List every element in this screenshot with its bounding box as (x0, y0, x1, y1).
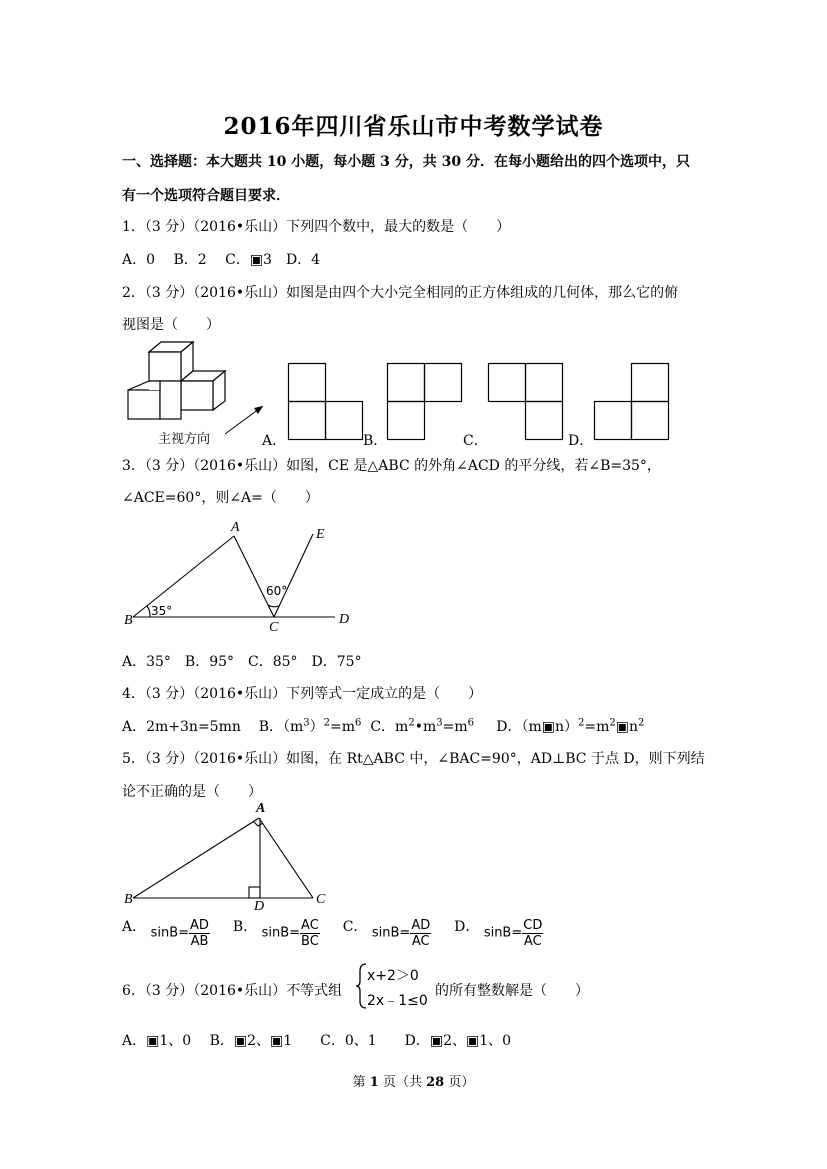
q4-options (122, 716, 644, 736)
q2-option-a-label: A． (262, 433, 287, 449)
q5-option-c-label: C． (342, 919, 368, 935)
q2-option-d-label: D． (568, 433, 594, 449)
q5-option-d-sin: sinB= (483, 925, 523, 941)
page-footer: 第 1 页（共 28 页） (352, 1075, 475, 1090)
q5-option-c-fraction: $\frac{AD}{AC}$ (411, 918, 431, 949)
q3-label-d: D (339, 612, 350, 627)
q2-option-c-label: C． (463, 433, 488, 449)
q3-options: A．35° B．95° C．85° D．75° (122, 654, 362, 670)
footer-page-number: 1 (369, 1075, 379, 1090)
section-heading-line1: 一、选择题：本大题共 10 小题，每小题 3 分，共 30 分．在每小题给出的四个选项中，只 (122, 154, 690, 170)
q5-label-d: D (254, 899, 265, 914)
q4-option-c: C．$m^2•m^3=m^6$ (370, 717, 475, 735)
q2-cube-figure (125, 338, 265, 418)
q3-stem-line2: ∠ACE=60°，则∠A=（ ） (122, 490, 319, 506)
q3-label-a: A (231, 520, 240, 535)
q6-inequality-1: x+2＞0 (367, 968, 419, 984)
q3-angle-b-label: 35° (151, 604, 173, 618)
q2-stem-line2: 视图是（ ） (122, 317, 220, 333)
q4-option-a: A．2m+3n=5mn (122, 719, 241, 735)
q6-stem-post: 的所有整数解是（ ） (435, 983, 589, 999)
q4-stem: 4．（3 分）（2016•乐山）下列等式一定成立的是（ ） (122, 686, 483, 702)
q5-label-c: C (316, 892, 326, 907)
q3-label-b: B (124, 613, 133, 628)
q5-option-c-sin: sinB= (371, 925, 411, 941)
q4-option-d: D．$(m▣n)^2=m^2▣n^2$ (496, 717, 645, 735)
section-heading-line2: 有一个选项符合题目要求． (122, 188, 290, 204)
page-title: 2016年四川省乐山市中考数学试卷 (223, 113, 604, 140)
q3-angle-c-label: 60° (266, 584, 288, 598)
q6-options: A．▣1、0 B．▣2、▣1 C．0、1 D．▣2、▣1、0 (122, 1033, 512, 1049)
footer-total-pages: 28 (426, 1075, 445, 1090)
q6-stem-pre: 6．（3 分）（2016•乐山）不等式组 (122, 983, 343, 999)
q2-option-a-figure (288, 363, 368, 447)
q4-option-b: B．$(m^3)^2=m^6$ (258, 717, 362, 735)
q1-stem: 1．（3 分）（2016•乐山）下列四个数中，最大的数是（ ） (122, 219, 511, 235)
q5-label-a: A (256, 801, 266, 816)
q2-option-b-label: B． (363, 433, 388, 449)
q2-option-c-figure (488, 363, 568, 447)
q5-stem-line1: 5．（3 分）（2016•乐山）如图，在 Rt△ABC 中，∠BAC=90°，AD⊥BC 于点 D，则下列结 (122, 751, 705, 767)
q5-option-b-fraction: $\frac{AC}{BC}$ (301, 918, 319, 949)
q3-label-c: C (269, 620, 279, 635)
q5-stem-line2: 论不正确的是（ ） (122, 784, 262, 800)
q3-label-e: E (316, 527, 325, 542)
q3-stem-line1: 3．（3 分）（2016•乐山）如图，CE 是△ABC 的外角∠ACD 的平分线，若∠B=35°， (122, 458, 661, 474)
q5-option-d-fraction: $\frac{CD}{AC}$ (523, 918, 543, 949)
q5-option-b-sin: sinB= (261, 925, 301, 941)
q5-option-a-sin: sinB= (150, 925, 190, 941)
q5-options (122, 918, 543, 949)
q2-stem-line1: 2．（3 分）（2016•乐山）如图是由四个大小完全相同的正方体组成的几何体，那么它的俯 (122, 285, 679, 301)
q5-option-b-label: B． (232, 919, 258, 935)
q2-view-direction-label: 主视方向 (158, 432, 211, 447)
q5-option-d-label: D． (454, 919, 480, 935)
q1-options: A．0 B．2 C．▣3 D．4 (122, 252, 321, 268)
q2-option-d-figure (594, 363, 674, 447)
q5-label-b: B (124, 892, 133, 907)
q5-option-a-label: A． (122, 919, 147, 935)
q6-inequality-2: 2x﹣1≤0 (367, 993, 428, 1009)
q2-option-b-figure (387, 363, 467, 447)
q5-option-a-fraction: $\frac{AD}{AB}$ (190, 918, 209, 949)
